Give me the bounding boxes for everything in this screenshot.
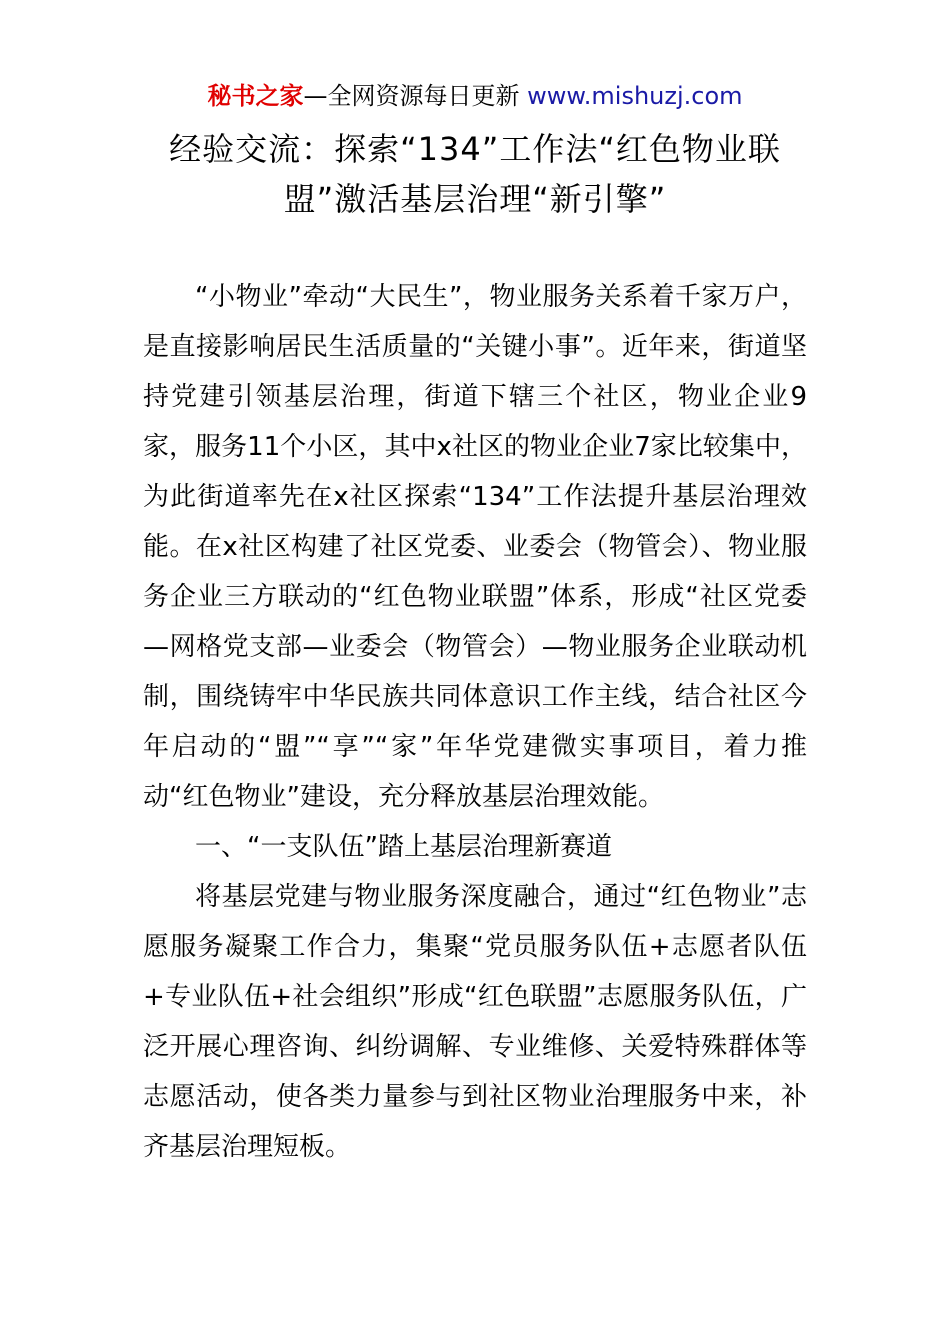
site-brand: 秘书之家: [207, 82, 304, 110]
section-paragraph: 将基层党建与物业服务深度融合，通过“红色物业”志愿服务凝聚工作合力，集聚“党员服务队伍+志愿者队伍+专业队伍+社会组织”形成“红色联盟”志愿服务队伍，广泛开展心理咨询、纠纷调解、专业维修、关爱特殊群体等志愿活动，使各类力量参与到社区物业治理服务中来，补齐基层治理短板。: [143, 882, 807, 1162]
site-tagline: —全网资源每日更新: [303, 82, 528, 110]
site-url-link[interactable]: www.mishuzj.com: [527, 82, 743, 110]
title-line-2: 盟”激活基层治理“新引擎”: [283, 180, 667, 218]
document-title: [120, 124, 830, 224]
intro-paragraph: “小物业”牵动“大民生”，物业服务关系着千家万户，是直接影响居民生活质量的“关键小事”。近年来，街道坚持党建引领基层治理，街道下辖三个社区，物业企业9家，服务11个小区，其中x社区的物业企业7家比较集中，为此街道率先在x社区探索“134”工作法提升基层治理效能。在x社区构建了社区党委、业委会（物管会）、物业服务企业三方联动的“红色物业联盟”体系，形成“社区党委—网格党支部—业委会（物管会）—物业服务企业联动机制，围绕铸牢中华民族共同体意识工作主线，结合社区今年启动的“盟”“享”“家”年华党建微实事项目，着力推动“红色物业”建设，充分释放基层治理效能。: [143, 282, 807, 812]
site-header: [0, 80, 950, 112]
section-heading: 一、“一支队伍”踏上基层治理新赛道: [195, 832, 612, 862]
title-line-1: 经验交流：探索“134”工作法“红色物业联: [169, 130, 781, 168]
document-body: [143, 272, 807, 1172]
